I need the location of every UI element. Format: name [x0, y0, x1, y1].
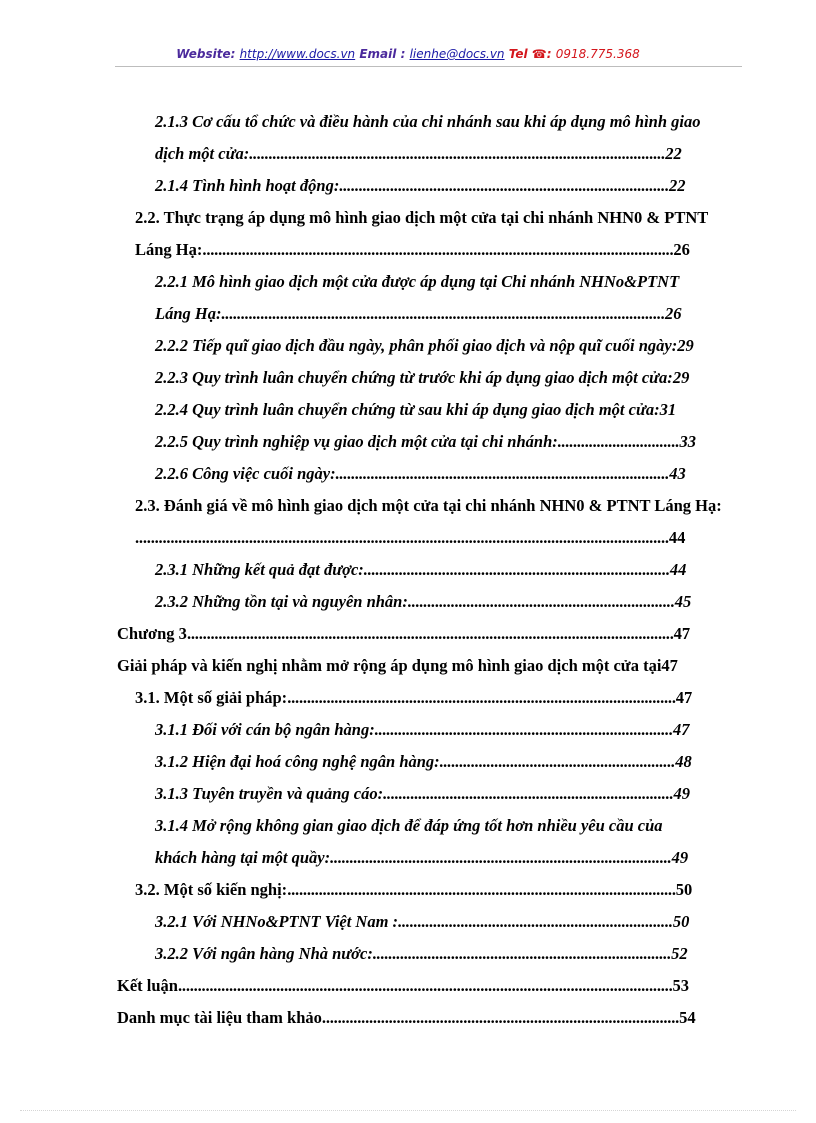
- toc-entry-title: 3.1.3 Tuyên truyền và quảng cáo:: [155, 784, 384, 803]
- toc-page-number: 43: [669, 464, 686, 483]
- toc-page-number: 49: [673, 784, 691, 803]
- website-label: Website:: [176, 47, 236, 61]
- toc-entry-title: 2.3. Đánh giá về mô hình giao dịch một cửa tại chi nhánh NHN0 & PTNT Láng Hạ:: [135, 496, 722, 515]
- toc-entry-title: 3.1. Một số giải pháp:: [135, 688, 288, 707]
- toc-page-number: 47: [673, 720, 690, 739]
- toc-dot-leader: .................................................................................................................: [221, 304, 665, 323]
- toc-entry[interactable]: [155, 944, 688, 964]
- toc-page-number: 54: [679, 1008, 696, 1027]
- toc-dot-leader: ...................................................................................................: [287, 688, 676, 707]
- toc-entry[interactable]: [155, 400, 676, 420]
- toc-entry[interactable]: [155, 368, 689, 388]
- toc-dot-leader: ....................................................................................: [339, 176, 670, 195]
- toc-entry-title: 2.2.2 Tiếp quĩ giao dịch đầu ngày, phân phối giao dịch và nộp quĩ cuối ngày:: [155, 336, 678, 355]
- toc-entry[interactable]: [135, 880, 692, 900]
- toc-entry-title: 3.1.2 Hiện đại hoá công nghệ ngân hàng:: [155, 752, 440, 771]
- toc-entry-title: Kết luận: [117, 976, 178, 995]
- toc-entry-title: 3.1.1 Đối với cán bộ ngân hàng:: [155, 720, 375, 739]
- toc-entry[interactable]: [155, 144, 682, 164]
- toc-page-number: 44: [668, 528, 686, 547]
- toc-entry[interactable]: [117, 1008, 696, 1028]
- toc-entry-title: dịch một cửa:: [155, 144, 250, 163]
- toc-entry-title: khách hàng tại một quầy:: [155, 848, 331, 867]
- toc-dot-leader: ..........................................................................................................: [249, 144, 666, 163]
- toc-entry[interactable]: [155, 752, 692, 772]
- website-link[interactable]: http://www.docs.vn: [239, 47, 356, 61]
- toc-entry-title: 2.2.6 Công việc cuối ngày:: [155, 464, 336, 483]
- toc-dot-leader: ..............................................................................................................................: [177, 976, 673, 995]
- toc-dot-leader: ...........................................................................................: [321, 1008, 680, 1027]
- toc-entry[interactable]: [135, 688, 692, 708]
- toc-page-number: 31: [659, 400, 677, 419]
- toc-entry-title: 2.2.1 Mô hình giao dịch một cửa được áp dụng tại Chi nhánh NHNo&PTNT: [155, 272, 680, 291]
- toc-entry[interactable]: [155, 912, 689, 932]
- toc-entry-title: Danh mục tài liệu tham khảo: [117, 1008, 322, 1027]
- toc-entry[interactable]: [155, 432, 696, 452]
- toc-entry-title: 2.3.2 Những tồn tại và nguyên nhân:: [155, 592, 408, 611]
- toc-dot-leader: ............................................................: [439, 752, 676, 771]
- toc-page-number: 50: [675, 880, 693, 899]
- toc-entry[interactable]: [155, 176, 686, 196]
- toc-dot-leader: ............................................................................................................................: [186, 624, 674, 643]
- phone-number: 0918.775.368: [555, 47, 640, 61]
- toc-entry-title: Láng Hạ:: [155, 304, 222, 323]
- toc-entry-title: 3.1.4 Mở rộng không gian giao dịch để đáp ứng tốt hơn nhiều yêu cầu của: [155, 816, 663, 835]
- toc-entry[interactable]: [135, 240, 690, 260]
- toc-entry-title: Láng Hạ:: [135, 240, 203, 259]
- email-link[interactable]: lienhe@docs.vn: [409, 47, 505, 61]
- toc-dot-leader: ...............................: [557, 432, 680, 451]
- toc-entry-title: 3.2.2 Với ngân hàng Nhà nước:: [155, 944, 373, 963]
- toc-entry-title: 2.1.4 Tình hình hoạt động:: [155, 176, 340, 195]
- toc-dot-leader: ............................................................................: [372, 944, 672, 963]
- toc-page-number: 47: [673, 624, 691, 643]
- toc-entry[interactable]: [155, 304, 682, 324]
- toc-dot-leader: ...................................................................................................: [287, 880, 676, 899]
- toc-page-number: 53: [672, 976, 690, 995]
- toc-page-number: 47: [661, 656, 678, 675]
- toc-entry-title: 2.2.4 Quy trình luân chuyển chứng từ sau khi áp dụng giao dịch một cửa:: [155, 400, 660, 419]
- toc-page-number: 33: [679, 432, 696, 451]
- toc-entry[interactable]: [135, 208, 708, 228]
- toc-entry[interactable]: [155, 816, 663, 836]
- toc-dot-leader: ......................................................................: [398, 912, 673, 931]
- toc-page-number: 29: [677, 336, 694, 355]
- toc-entry[interactable]: [155, 112, 701, 132]
- toc-entry-title: 3.2. Một số kiến nghị:: [135, 880, 288, 899]
- toc-dot-leader: ........................................................................................................................: [202, 240, 674, 259]
- toc-dot-leader: .....................................................................................: [335, 464, 670, 483]
- toc-entry-title: Chương 3: [117, 624, 187, 643]
- toc-entry[interactable]: [155, 464, 686, 484]
- toc-entry[interactable]: [135, 496, 722, 516]
- toc-entry-title: 2.1.3 Cơ cấu tổ chức và điều hành của chi nhánh sau khi áp dụng mô hình giao: [155, 112, 701, 131]
- toc-page-number: 22: [665, 144, 682, 163]
- toc-entry[interactable]: [135, 528, 685, 548]
- toc-page-number: 26: [665, 304, 682, 323]
- toc-dot-leader: ..............................................................................: [363, 560, 670, 579]
- toc-entry-title: 2.2.5 Quy trình nghiệp vụ giao dịch một cửa tại chi nhánh:: [155, 432, 558, 451]
- toc-page-number: 44: [669, 560, 687, 579]
- toc-page-number: 49: [671, 848, 689, 867]
- toc-page-number: 47: [675, 688, 693, 707]
- toc-entry[interactable]: [155, 272, 679, 292]
- toc-dot-leader: .......................................................................................: [330, 848, 672, 867]
- email-label: Email :: [359, 47, 406, 61]
- toc-page-number: 22: [669, 176, 686, 195]
- toc-entry[interactable]: [155, 848, 688, 868]
- page-header: [0, 47, 816, 61]
- toc-page-number: 26: [673, 240, 690, 259]
- toc-entry[interactable]: [117, 656, 678, 676]
- toc-dot-leader: ..........................................................................: [383, 784, 674, 803]
- toc-entry[interactable]: [155, 784, 690, 804]
- toc-dot-leader: ....................................................................: [407, 592, 675, 611]
- toc-entry[interactable]: [155, 336, 694, 356]
- toc-entry[interactable]: [155, 720, 690, 740]
- toc-entry-title: 2.2. Thực trạng áp dụng mô hình giao dịch một cửa tại chi nhánh NHN0 & PTNT: [135, 208, 709, 227]
- toc-entry[interactable]: [155, 560, 686, 580]
- tel-label: Tel ☎:: [508, 47, 552, 61]
- toc-page-number: 29: [672, 368, 690, 387]
- header-divider: [115, 66, 742, 67]
- toc-entry-title: 2.2.3 Quy trình luân chuyển chứng từ trước khi áp dụng giao dịch một cửa:: [155, 368, 673, 387]
- toc-page-number: 48: [675, 752, 692, 771]
- toc-entry-title: 3.2.1 Với NHNo&PTNT Việt Nam :: [155, 912, 399, 931]
- toc-entry[interactable]: [117, 976, 689, 996]
- toc-page-number: 45: [674, 592, 692, 611]
- toc-dot-leader: ............................................................................: [374, 720, 674, 739]
- footer-divider: [20, 1110, 796, 1111]
- toc-entry[interactable]: [117, 624, 690, 644]
- toc-page-number: 52: [671, 944, 688, 963]
- toc-dot-leader: ........................................................................................................................................: [135, 528, 669, 547]
- toc-entry[interactable]: [155, 592, 691, 612]
- toc-entry-title: 2.3.1 Những kết quả đạt được:: [155, 560, 364, 579]
- toc-entry-title: Giải pháp và kiến nghị nhằm mở rộng áp dụng mô hình giao dịch một cửa tại: [117, 656, 662, 675]
- toc-page-number: 50: [672, 912, 690, 931]
